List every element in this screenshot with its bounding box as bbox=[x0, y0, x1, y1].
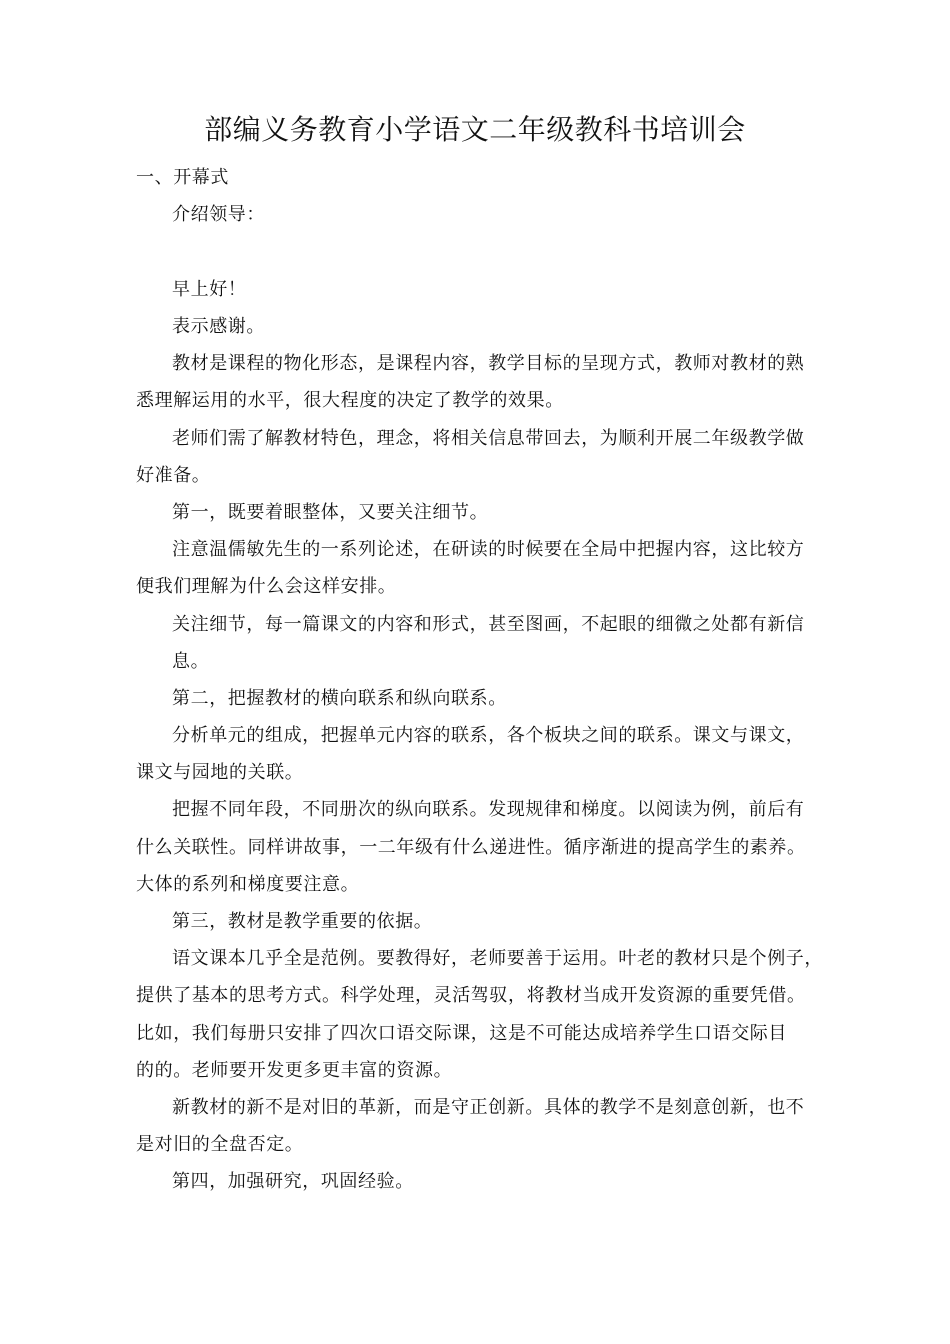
paragraph-line: 新教材的新不是对旧的革新，而是守正创新。具体的教学不是刻意创新，也不 bbox=[172, 1097, 805, 1118]
paragraph-line: 比如，我们每册只安排了四次口语交际课，这是不可能达成培养学生口语交际目 bbox=[136, 1023, 787, 1044]
paragraph-line: 便我们理解为什么会这样安排。 bbox=[136, 576, 397, 597]
paragraph-line: 老师们需了解教材特色，理念，将相关信息带回去，为顺利开展二年级教学做 bbox=[172, 428, 805, 449]
paragraph-line: 语文课本几乎全是范例。要教得好，老师要善于运用。叶老的教材只是个例子， bbox=[172, 948, 823, 969]
paragraph-line: 是对旧的全盘否定。 bbox=[136, 1134, 304, 1155]
paragraph-line: 息。 bbox=[172, 651, 210, 672]
paragraph-line: 悉理解运用的水平，很大程度的决定了教学的效果。 bbox=[136, 390, 564, 411]
paragraph-line: 什么关联性。同样讲故事，一二年级有什么递进性。循序渐进的提高学生的素养。 bbox=[136, 837, 806, 858]
paragraph-line: 大体的系列和梯度要注意。 bbox=[136, 874, 360, 895]
paragraph-line: 分析单元的组成，把握单元内容的联系，各个板块之间的联系。课文与课文， bbox=[172, 725, 805, 746]
paragraph-line: 关注细节，每一篇课文的内容和形式，甚至图画，不起眼的细微之处都有新信 bbox=[172, 614, 805, 635]
paragraph-line: 课文与园地的关联。 bbox=[136, 762, 304, 783]
paragraph-line: 好准备。 bbox=[136, 465, 211, 486]
paragraph-line: 早上好！ bbox=[172, 279, 247, 300]
paragraph-line: 注意温儒敏先生的一系列论述，在研读的时候要在全局中把握内容，这比较方 bbox=[172, 539, 805, 560]
paragraph-line: 第二，把握教材的横向联系和纵向联系。 bbox=[172, 688, 507, 709]
paragraph-line: 第三，教材是教学重要的依据。 bbox=[172, 911, 433, 932]
paragraph-line: 第四，加强研究，巩固经验。 bbox=[172, 1171, 414, 1192]
paragraph-line: 提供了基本的思考方式。科学处理，灵活驾驭，将教材当成开发资源的重要凭借。 bbox=[136, 985, 806, 1006]
document-title: 部编义务教育小学语文二年级教科书培训会 bbox=[204, 113, 746, 146]
paragraph-line: 表示感谢。 bbox=[172, 316, 265, 337]
paragraph-line: 教材是课程的物化形态，是课程内容，教学目标的呈现方式，教师对教材的熟 bbox=[172, 353, 805, 374]
paragraph-line: 介绍领导： bbox=[172, 204, 265, 225]
paragraph-line: 的的。老师要开发更多更丰富的资源。 bbox=[136, 1060, 453, 1081]
paragraph-line: 第一，既要着眼整体，又要关注细节。 bbox=[172, 502, 489, 523]
section-heading: 一、开幕式 bbox=[136, 167, 229, 188]
paragraph-line: 把握不同年段，不同册次的纵向联系。发现规律和梯度。以阅读为例，前后有 bbox=[172, 799, 805, 820]
